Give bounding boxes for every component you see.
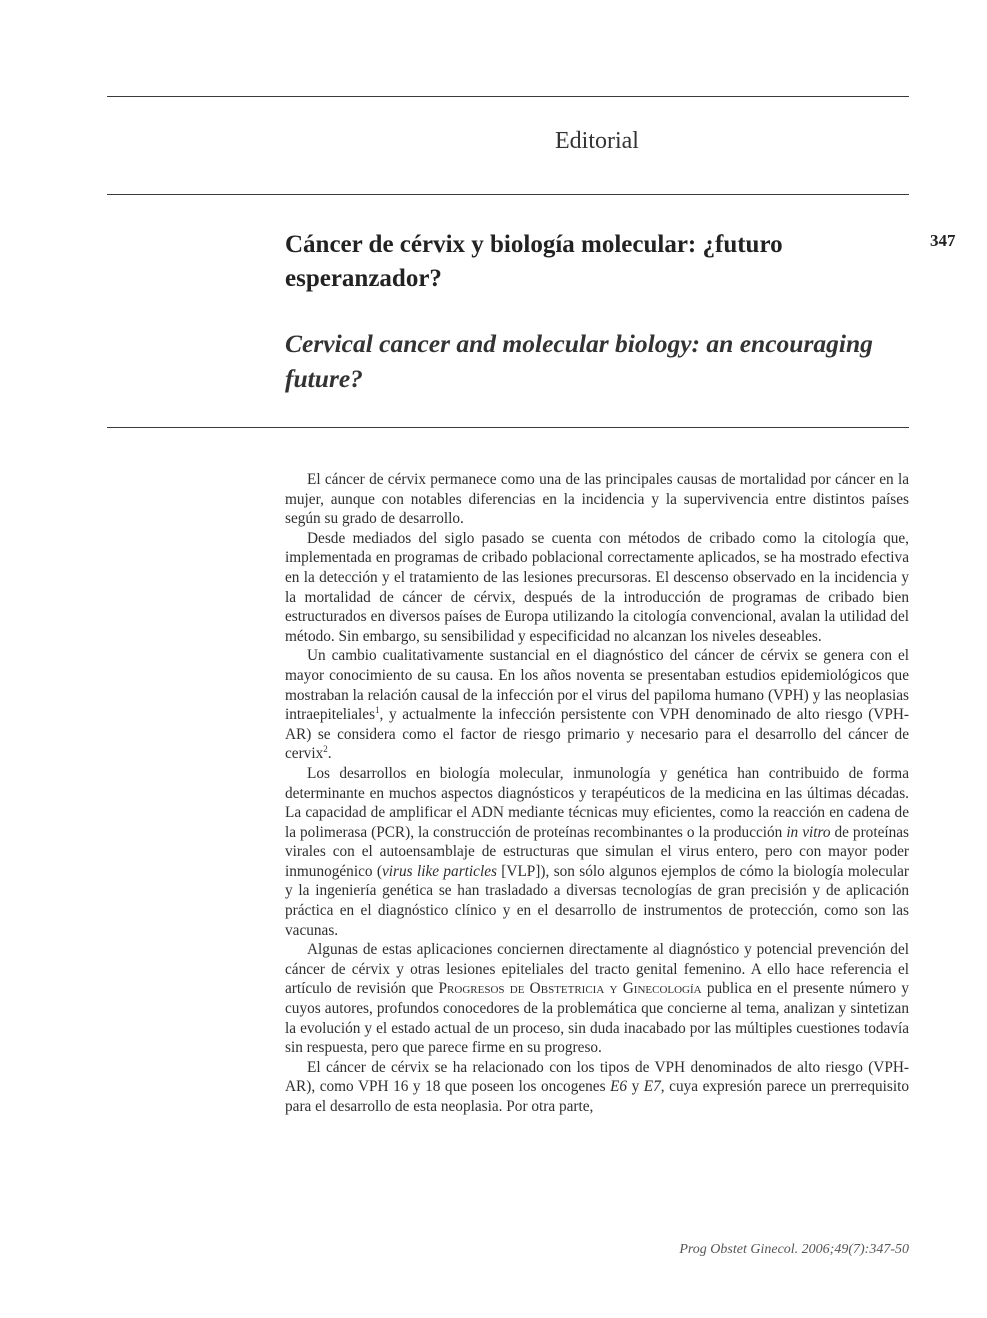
paragraph-2: Desde mediados del siglo pasado se cuenta con métodos de cribado como la citología que, implementada en programas de cribado poblacional correctamente aplicados, se ha mostrado efectiva en la detección y el tratamiento de las lesiones precursoras. El descenso observado en la incidencia y la mortalidad de cáncer de cérvix, después de la introducción de programas de cribado bien estructurados en diversos países de Europa utilizando la citología convencional, avalan la utilidad del método. Sin embargo, su sensibilidad y especificidad no alcanzan los niveles deseables. (285, 529, 909, 645)
paragraph-1: El cáncer de cérvix permanece como una de las principales causas de mortalidad por cáncer en la mujer, aunque con notables diferencias en la incidencia y la supervivencia entre distintos países según su grado de desarrollo. (285, 471, 909, 528)
vlp-term: virus like particles (381, 862, 497, 880)
section-rule (107, 194, 909, 195)
reference-2: 2 (323, 744, 328, 755)
article-title-english: Cervical cancer and molecular biology: an encouraging future? (285, 329, 873, 393)
paragraph-6-text-b: y (627, 1078, 644, 1096)
article-body (285, 470, 909, 1117)
paragraph-5-text-b: publica en el presente número y cuyos autores, profundos conocedores de la problemática que concierne al tema, analizan y sintetizan la evolución y el estado actual de un proceso, sin duda inacabado por las múltiples cuestiones todavía sin respuesta, pero que parece firme en su progreso. (285, 980, 909, 1057)
paragraph-4-text-a: Los desarrollos en biología molecular, inmunología y genética han contribuido de forma determinante en muchos aspectos diagnósticos y terapéuticos de la medicina en las últimas décadas. La capacidad de amplificar el ADN mediante técnicas muy eficientes, como la reacción en cadena de la polimerasa (PCR), la construcción de proteínas recombinantes o la producción (285, 764, 909, 841)
paragraph-3-text-b: , y actualmente la infección persistente con VPH denominado de alto riesgo (VPH-AR) se considera como el factor de riesgo primario y necesario para el desarrollo del cáncer de cervix (285, 706, 909, 763)
paragraph-6 (285, 1058, 909, 1117)
top-rule (107, 96, 909, 97)
oncogene-e6: E6 (610, 1078, 628, 1096)
title-rule (107, 427, 909, 428)
journal-citation: Prog Obstet Ginecol. 2006;49(7):347-50 (679, 1242, 909, 1257)
page-number: 347 (930, 231, 956, 250)
paragraph-5-text-a: Algunas de estas aplicaciones conciernen directamente al diagnóstico y potencial prevención del cáncer de cérvix y otras lesiones epiteliales del tracto genital femenino. A ello hace referencia el artículo de revisión que (285, 941, 909, 998)
journal-name: Progresos de Obstetricia y Ginecología (438, 980, 702, 998)
in-vitro-term: in vitro (786, 823, 831, 841)
paragraph-6-text-a: El cáncer de cérvix se ha relacionado con los tipos de VPH denominados de alto riesgo (VPH-AR), como VPH 16 y 18 que poseen los oncogenes (285, 1058, 909, 1096)
oncogene-e7: E7 (643, 1078, 661, 1096)
paragraph-3-text-c: . (327, 745, 332, 763)
section-label: Editorial (555, 128, 639, 154)
paragraph-3-text-a: Un cambio cualitativamente sustancial en el diagnóstico del cáncer de cérvix se genera con el mayor conocimiento de su causa. En los años noventa se presentaban estudios epidemiológicos que mostraban la relación causal de la infección por el virus del papiloma humano (VPH) y las neoplasias intraepiteliales (285, 647, 909, 724)
paragraph-4-text-b: de proteínas virales con el autoensamblaje de estructuras que simulan el virus entero, pero con mayor poder inmunogénico ( (285, 823, 910, 880)
paragraph-6-text-c: , cuya expresión parece un prerrequisito para el desarrollo de esta neoplasia. Por otra parte, (285, 1078, 909, 1115)
paragraph-5 (285, 940, 909, 1058)
reference-1: 1 (375, 705, 380, 716)
paragraph-4-text-c: [VLP]), son sólo algunos ejemplos de cómo la biología molecular y la ingeniería genética se han trasladado a diversas tecnologías de gran precisión y de aplicación práctica en el diagnóstico clínico y en el desarrollo de instrumentos de protección, como son las vacunas. (285, 862, 909, 939)
paragraph-4 (285, 764, 909, 940)
paragraph-3 (285, 646, 909, 764)
article-title-spanish: Cáncer de cérvix y biología molecular: ¿futuro esperanzador? (285, 231, 783, 292)
